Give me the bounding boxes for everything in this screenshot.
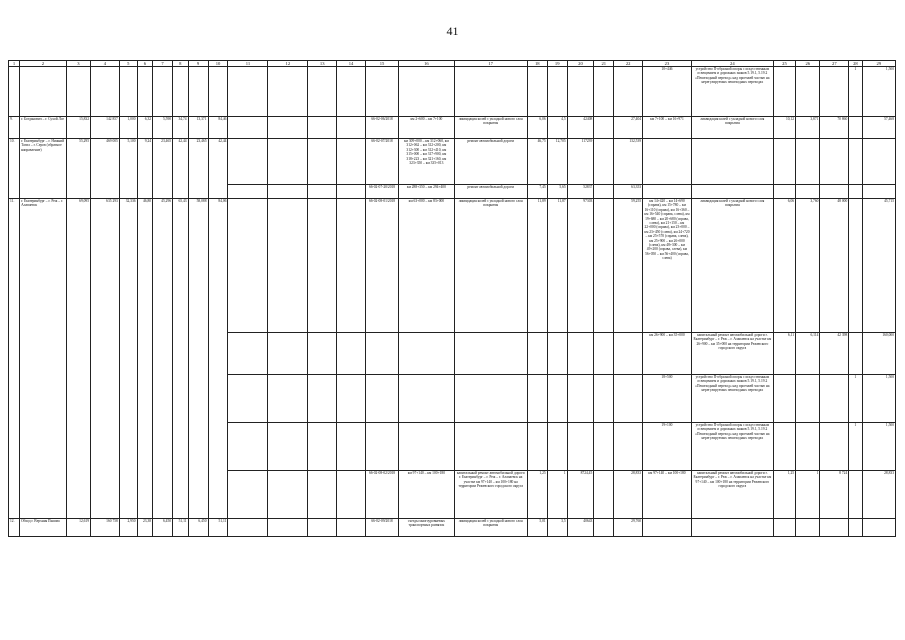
cell: 18+500 bbox=[643, 375, 692, 423]
road-name: г. Богданович – г. Сухой Лог bbox=[20, 117, 67, 139]
cell: 1,500 bbox=[862, 423, 895, 471]
col-15: 15 bbox=[365, 61, 398, 67]
cell: 42,44 bbox=[208, 139, 228, 199]
cell: 23,465 bbox=[153, 139, 173, 199]
cell: 63,353 bbox=[614, 185, 643, 199]
cell: 5,01 bbox=[527, 519, 547, 537]
col-12: 12 bbox=[268, 61, 308, 67]
cell: 6,06 bbox=[527, 117, 547, 139]
table-row bbox=[9, 199, 896, 333]
cell: 1 bbox=[849, 375, 862, 423]
cell: 69,095 bbox=[66, 199, 90, 519]
cell: 117239 bbox=[567, 139, 594, 185]
cell: капитальный ремонт автомобильной дороги г. Екатеринбург – г. Реж – г. Алапаевск на участке км 97+140 – км 100+180 на территории Режевского городского округа bbox=[691, 471, 773, 519]
cell: 59,255 bbox=[614, 199, 643, 333]
cell: 46,80 bbox=[137, 199, 153, 519]
col-19: 19 bbox=[547, 61, 567, 67]
cell: 469 005 bbox=[91, 139, 120, 199]
cell: съезды многоуровневых транспортных развязок bbox=[399, 519, 454, 537]
table-row bbox=[9, 67, 896, 117]
col-17: 17 bbox=[454, 61, 527, 67]
cell: км 14+420 – км 14+690 (справа), км 15+780 – км 16+110 (справа), км 16+360 – км 16+540 (справа, слева), км 19+680 – км 20+680 (справа, слева), км 21+150 – км 22+000 (справа), км 23+000 – км 23+450 (слева), км 24+720 – км 25+570 (справа, слева), км 25+900 – км 26+000 (слева), км 48+300 – км 49+200 (справа, слева), км 56+050 – км 56+400 (справа, слева) bbox=[643, 199, 692, 333]
page-number: 41 bbox=[446, 24, 459, 38]
cell: 34,74 bbox=[173, 117, 189, 139]
cell: 1 bbox=[547, 471, 567, 519]
cell: 66-02-08-02/2018 bbox=[365, 471, 398, 519]
cell: ремонт автомобильной дороги bbox=[454, 185, 527, 199]
col-10: 10 bbox=[208, 61, 228, 67]
cell: 32,336 bbox=[119, 199, 137, 519]
cell: 5,100 bbox=[119, 139, 137, 199]
col-5: 5 bbox=[119, 61, 137, 67]
cell: 10+446 bbox=[643, 67, 692, 117]
cell: 1,500 bbox=[862, 67, 895, 117]
road-repair-table bbox=[8, 60, 896, 537]
col-13: 13 bbox=[308, 61, 337, 67]
cell: 70 860 bbox=[820, 117, 849, 139]
cell: 11,89 bbox=[527, 199, 547, 333]
cell: капитальный ремонт автомобильной дороги г. Екатеринбург – г. Реж – г. Алапаевск на участке км 26+900 – км 35+000 на территории Режевского городского округа bbox=[691, 333, 773, 375]
cell: 6,450 bbox=[153, 519, 173, 537]
cell: 46,75 bbox=[527, 139, 547, 185]
col-28: 28 bbox=[849, 61, 862, 67]
cell: 51,11 bbox=[173, 519, 189, 537]
cell: 84,46 bbox=[208, 117, 228, 139]
cell: 66-02-07-20/2018 bbox=[365, 185, 398, 199]
cell: 1 bbox=[849, 67, 862, 117]
cell: км 7+100 – км 16+971 bbox=[643, 117, 692, 139]
cell: 6,06 bbox=[773, 199, 795, 333]
cell: ликвидация колей с укладкой нового слоя покрытия bbox=[454, 199, 527, 333]
cell: ликвидация колей с укладкой нового слоя покрытия bbox=[454, 117, 527, 139]
cell: км 288+350 – км 294+400 bbox=[399, 185, 454, 199]
cell: 42408 bbox=[567, 117, 594, 139]
cell: 66-02-08-01/2018 bbox=[365, 199, 398, 333]
cell: км 26+900 – км 35+000 bbox=[643, 333, 692, 375]
cell: 5,590 bbox=[153, 117, 173, 139]
cell: 5,65 bbox=[547, 185, 567, 199]
cell: 27,404 bbox=[614, 117, 643, 139]
cell: км 2+600 – км 7+100 bbox=[399, 117, 454, 139]
cell: 3,871 bbox=[796, 117, 820, 139]
cell: 45,296 bbox=[153, 199, 173, 519]
cell: 13,371 bbox=[188, 117, 208, 139]
cell: 12,619 bbox=[66, 519, 90, 537]
cell: 6,114 bbox=[796, 333, 820, 375]
cell: капитальный ремонт автомобильной дороги г. Екатеринбург – г. Реж – г. Алапаевск на участке км 97+140 – км 100+180 на территории Режевского городского округа bbox=[454, 471, 527, 519]
cell: 15,832 bbox=[66, 117, 90, 139]
cell: 1 bbox=[849, 423, 862, 471]
col-29: 29 bbox=[862, 61, 895, 67]
cell: ликвидация колей с укладкой нового слоя покрытия bbox=[454, 519, 527, 537]
cell: 45,715 bbox=[862, 199, 895, 333]
row-number: 11. bbox=[9, 199, 20, 519]
cell: 40643 bbox=[567, 519, 594, 537]
cell: 51,11 bbox=[208, 519, 228, 537]
cell: 12,705 bbox=[547, 139, 567, 185]
col-11: 11 bbox=[228, 61, 268, 67]
cell: 6,450 bbox=[188, 519, 208, 537]
cell: ликвидация колей с укладкой нового слоя покрытия bbox=[691, 117, 773, 139]
cell: 28,833 bbox=[614, 471, 643, 519]
road-name: Обход г. Верхняя Пышма bbox=[20, 519, 67, 537]
cell: ремонт автомобильной дороги bbox=[454, 139, 527, 185]
cell: 6,32 bbox=[137, 117, 153, 139]
table-row bbox=[9, 139, 896, 185]
cell: 19+100 bbox=[643, 423, 692, 471]
col-14: 14 bbox=[337, 61, 366, 67]
cell: устройство П-образной опоры с искусственным освещением и дорожных знаков 5.19.1, 5.19.2 «Пешеходный переход» над проезжей частью на нерегулируемых пешеходных переходах bbox=[691, 375, 773, 423]
col-24: 24 bbox=[691, 61, 773, 67]
row-number: 9. bbox=[9, 117, 20, 139]
cell: 29,760 bbox=[614, 519, 643, 537]
cell: 132,539 bbox=[614, 139, 643, 185]
cell: 58,088 bbox=[188, 199, 208, 519]
col-25: 25 bbox=[773, 61, 795, 67]
cell: 8 724 bbox=[820, 471, 849, 519]
cell: км 97+140 – км 100+180 bbox=[643, 471, 692, 519]
col-9: 9 bbox=[188, 61, 208, 67]
cell: ликвидация колей с укладкой нового слоя покрытия bbox=[691, 199, 773, 333]
cell: 635 293 bbox=[91, 199, 120, 519]
cell: 42,44 bbox=[173, 139, 189, 199]
cell: 1,25 bbox=[527, 471, 547, 519]
cell: 7,45 bbox=[527, 185, 547, 199]
cell: 23,465 bbox=[188, 139, 208, 199]
cell: 11,87 bbox=[547, 199, 567, 333]
cell: 3,760 bbox=[796, 199, 820, 333]
row-number: 10. bbox=[9, 139, 20, 199]
col-4: 4 bbox=[91, 61, 120, 67]
cell: устройство П-образной опоры с искусственным освещением и дорожных знаков 5.19.1, 5.19.2 «Пешеходный переход» над проезжей частью на нерегулируемых пешеходных переходах bbox=[691, 423, 773, 471]
table-row bbox=[9, 519, 896, 537]
col-3: 3 bbox=[66, 61, 90, 67]
road-name: г. Екатеринбург – г. Нижний Тагил – г. Серов (обратное направление) bbox=[20, 139, 67, 199]
cell: 84,06 bbox=[208, 199, 228, 519]
cell: км 63+000 – км 83+000 bbox=[399, 199, 454, 333]
cell: 65,43 bbox=[173, 199, 189, 519]
col-22: 22 bbox=[614, 61, 643, 67]
cell: 48 000 bbox=[820, 199, 849, 333]
cell: 4,5 bbox=[547, 117, 567, 139]
cell: 42 398 bbox=[820, 333, 849, 375]
row-number: 12. bbox=[9, 519, 20, 537]
col-6: 6 bbox=[137, 61, 153, 67]
cell: 10,12 bbox=[773, 117, 795, 139]
cell: 57,468 bbox=[862, 117, 895, 139]
col-18: 18 bbox=[527, 61, 547, 67]
cell: 9,24 bbox=[137, 139, 153, 199]
cell: 8724,45 bbox=[567, 471, 594, 519]
cell: 1,500 bbox=[862, 375, 895, 423]
cell: 66-02-07/2018 bbox=[365, 139, 398, 185]
cell: 1,000 bbox=[119, 117, 137, 139]
col-26: 26 bbox=[796, 61, 820, 67]
col-1: 1 bbox=[9, 61, 20, 67]
cell: 160 758 bbox=[91, 519, 120, 537]
col-23: 23 bbox=[643, 61, 692, 67]
col-8: 8 bbox=[173, 61, 189, 67]
cell: 66-02-06/2018 bbox=[365, 117, 398, 139]
cell: 3,5 bbox=[547, 519, 567, 537]
cell: 66-02-09/2018 bbox=[365, 519, 398, 537]
cell: 160,000 bbox=[862, 333, 895, 375]
cell: км 97+140 – км 100+180 bbox=[399, 471, 454, 519]
col-20: 20 bbox=[567, 61, 594, 67]
cell: 23,38 bbox=[137, 519, 153, 537]
cell: 97303 bbox=[567, 199, 594, 333]
col-7: 7 bbox=[153, 61, 173, 67]
col-2: 2 bbox=[20, 61, 67, 67]
cell: 1 bbox=[796, 471, 820, 519]
cell: 52837 bbox=[567, 185, 594, 199]
cell: км 309+000 – км 312+060, км 312+062 – км 312+200, км 312+300 – км 312+410, км 315+000 – км 317+900, км 318+223 – км 321+160, км 323+350 – км 335+013 bbox=[399, 139, 454, 185]
col-21: 21 bbox=[594, 61, 614, 67]
cell: 6,11 bbox=[773, 333, 795, 375]
cell: 55,295 bbox=[66, 139, 90, 199]
cell: 2,950 bbox=[119, 519, 137, 537]
cell: устройство П-образной опоры с искусственным освещением и дорожных знаков 5.19.1, 5.19.2 «Пешеходный переход» над проезжей частью на нерегулируемых пешеходных переходах bbox=[691, 67, 773, 117]
cell: 1,25 bbox=[773, 471, 795, 519]
cell: 142 857 bbox=[91, 117, 120, 139]
col-27: 27 bbox=[820, 61, 849, 67]
road-name: г. Екатеринбург – г. Реж – г. Алапаевск bbox=[20, 199, 67, 519]
cell: 28,833 bbox=[862, 471, 895, 519]
table-row bbox=[9, 117, 896, 139]
col-16: 16 bbox=[399, 61, 454, 67]
